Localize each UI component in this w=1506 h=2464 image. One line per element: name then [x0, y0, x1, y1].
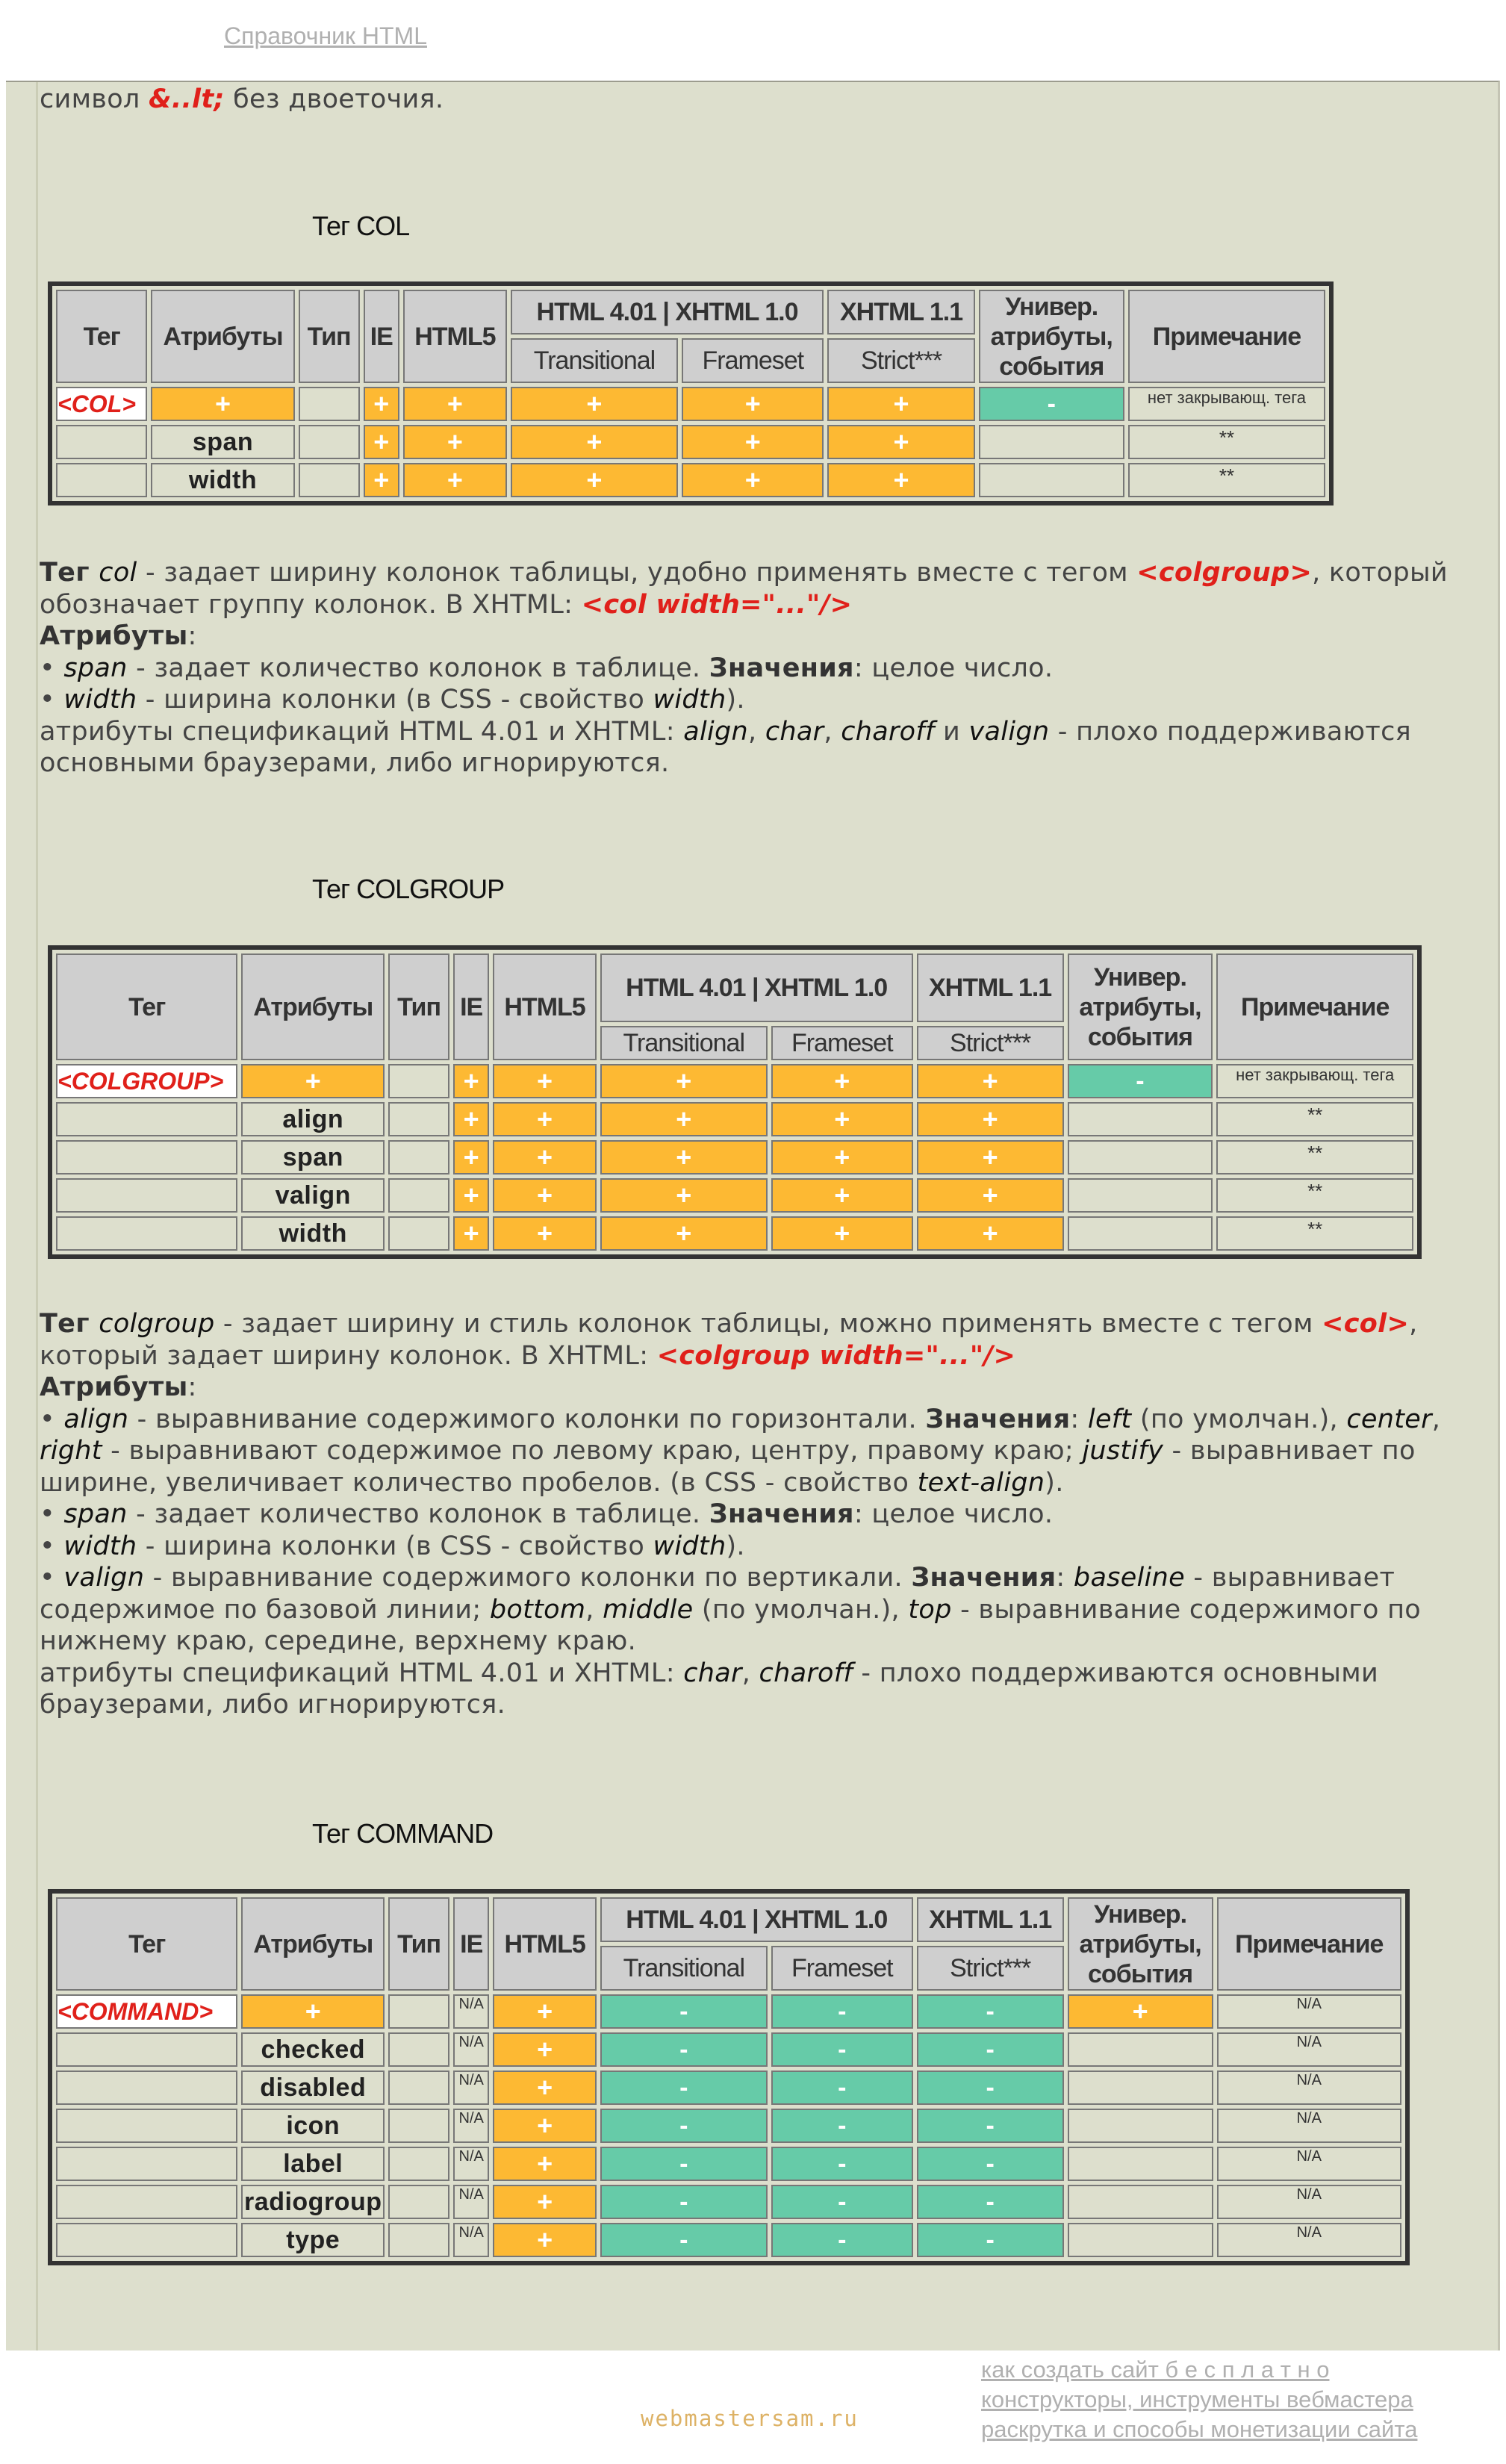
command-heading: Тег COMMAND	[312, 1818, 494, 1849]
col-th-html401: HTML 4.01 | XHTML 1.0	[511, 290, 824, 335]
table-row	[56, 387, 1325, 421]
content-area	[6, 81, 1500, 2351]
footer-link-promotion[interactable]: раскрутка и способы монетизации сайта	[981, 2416, 1418, 2442]
command-table: Тег Атрибуты Тип IE HTML5 HTML 4.01 | XHTML 1.0 XHTML 1.1 Универ. атрибуты, события Примечание Transitional Frameset Strict*** <COMMAND> + N/A + - - - + N/A checked N/A + - - - N/A disabled N/A + - - - N/A icon N/A + - - - N/A label N/A + - - - N/A radiogroup N/A + - - - N/A type N/A + - - - N/A	[48, 1889, 1410, 2265]
tag-cell: <COL>	[56, 387, 147, 421]
col-th-frameset: Frameset	[682, 338, 824, 383]
table-row: icon N/A + - - - N/A	[56, 2109, 1401, 2143]
table-row: align + + + + + **	[56, 1102, 1413, 1136]
col-table	[48, 281, 1334, 505]
colgroup-heading: Тег COLGROUP	[312, 874, 505, 904]
col-description: Тег col - задает ширину колонок таблицы, удобно применять вместе с тегом <colgroup>, который обозначает группу колонок. В XHTML: <col width="..."/> Атрибуты: • span - задает количество колонок в таблице. Значения: целое число. • width - ширина колонки (в CSS - свойство width). атрибуты спецификаций HTML 4.01 и XHTML: align, char, charoff и valign - плохо поддерживаются основными браузерами, либо игнорируются.	[40, 558, 1448, 778]
col-th-xhtml11: XHTML 1.1	[827, 290, 974, 335]
footer-link-create-site[interactable]: как создать сайт б е с п л а т н о	[981, 2356, 1330, 2383]
univ-cell: -	[979, 387, 1124, 421]
table-row: width + + + + + **	[56, 463, 1325, 497]
type-cell	[299, 387, 360, 421]
table-row: <COLGROUP> + + + + + + - нет закрывающ. тега	[56, 1064, 1413, 1098]
table-row: disabled N/A + - - - N/A	[56, 2071, 1401, 2105]
col-th-type: Тип	[299, 290, 360, 383]
table-row: span + + + + + **	[56, 425, 1325, 459]
attr-cell: +	[151, 387, 294, 421]
table-row: valign + + + + + **	[56, 1178, 1413, 1213]
col-th-tag: Тег	[56, 290, 147, 383]
footer-site: webmastersam.ru	[641, 2406, 859, 2431]
attr-name-cell: width	[151, 463, 294, 497]
table-row: span + + + + + **	[56, 1140, 1413, 1175]
strict-cell: +	[827, 387, 974, 421]
col-th-strict: Strict***	[827, 338, 974, 383]
tag-cell: <COLGROUP>	[56, 1064, 237, 1098]
col-th-attrs: Атрибуты	[151, 290, 294, 383]
transitional-cell: +	[511, 387, 679, 421]
intro-pre: символ	[40, 84, 149, 114]
attr-name-cell: span	[151, 425, 294, 459]
col-th-transitional: Transitional	[511, 338, 679, 383]
frameset-cell: +	[682, 387, 824, 421]
intro-code: &..lt;	[149, 84, 225, 114]
colgroup-description: Тег colgroup - задает ширину и стиль колонок таблицы, можно применять вместе с тегом <col>, который задает ширину колонок. В XHTML: <colgroup width="..."/> Атрибуты: • align - выравнивание содержимого колонки по горизонтали. Значения: left (по умолчан.), center, right - выравнивают содержимое по левому краю, центру, правому краю; justify - выравнивает по ширине, увеличивает количество пробелов. (в CSS - свойство text-align). • span - задает количество колонок в таблице. Значения: целое число. • width - ширина колонки (в CSS - свойство width). • valign - выравнивание содержимого колонки по вертикали. Значения: baseline - выравнивает содержимое по базовой линии; bottom, middle (по умолчан.), top - выравнивание содержимого по нижнему краю, середине, верхнему краю. атрибуты спецификаций HTML 4.01 и XHTML: char, charoff - плохо поддерживаются основными браузерами, либо игнорируются.	[40, 1309, 1441, 1720]
tag-cell: <COMMAND>	[56, 1994, 237, 2029]
table-row: <COMMAND> + N/A + - - - + N/A	[56, 1994, 1401, 2029]
col-heading: Тег COL	[312, 211, 410, 241]
col-th-ie: IE	[364, 290, 400, 383]
intro-text	[40, 84, 1458, 115]
col-th-note: Примечание	[1128, 290, 1325, 383]
intro-post: без двоеточия.	[224, 84, 444, 114]
page-header	[0, 0, 1506, 81]
ie-cell: +	[364, 387, 400, 421]
col-th-univ: Универ. атрибуты, события	[979, 290, 1124, 383]
table-row: width + + + + + **	[56, 1216, 1413, 1251]
reference-link[interactable]: Справочник HTML	[224, 22, 427, 49]
col-th-html5: HTML5	[403, 290, 507, 383]
footer-link-tools[interactable]: конструкторы, инструменты вебмастера	[981, 2386, 1413, 2412]
colgroup-table: Тег Атрибуты Тип IE HTML5 HTML 4.01 | XHTML 1.0 XHTML 1.1 Универ. атрибуты, события Примечание Transitional Frameset Strict*** <COLGROUP> + + + + + + - нет закрывающ. тега align + + + + + ** span + + + + + ** valign + + + + + ** width + + + + + **	[48, 945, 1422, 1259]
left-rule	[36, 82, 38, 2351]
table-row: label N/A + - - - N/A	[56, 2147, 1401, 2181]
table-row: type N/A + - - - N/A	[56, 2223, 1401, 2257]
table-row: radiogroup N/A + - - - N/A	[56, 2185, 1401, 2219]
html5-cell: +	[403, 387, 507, 421]
table-row: checked N/A + - - - N/A	[56, 2032, 1401, 2067]
note-cell: нет закрывающ. тега	[1128, 387, 1325, 421]
